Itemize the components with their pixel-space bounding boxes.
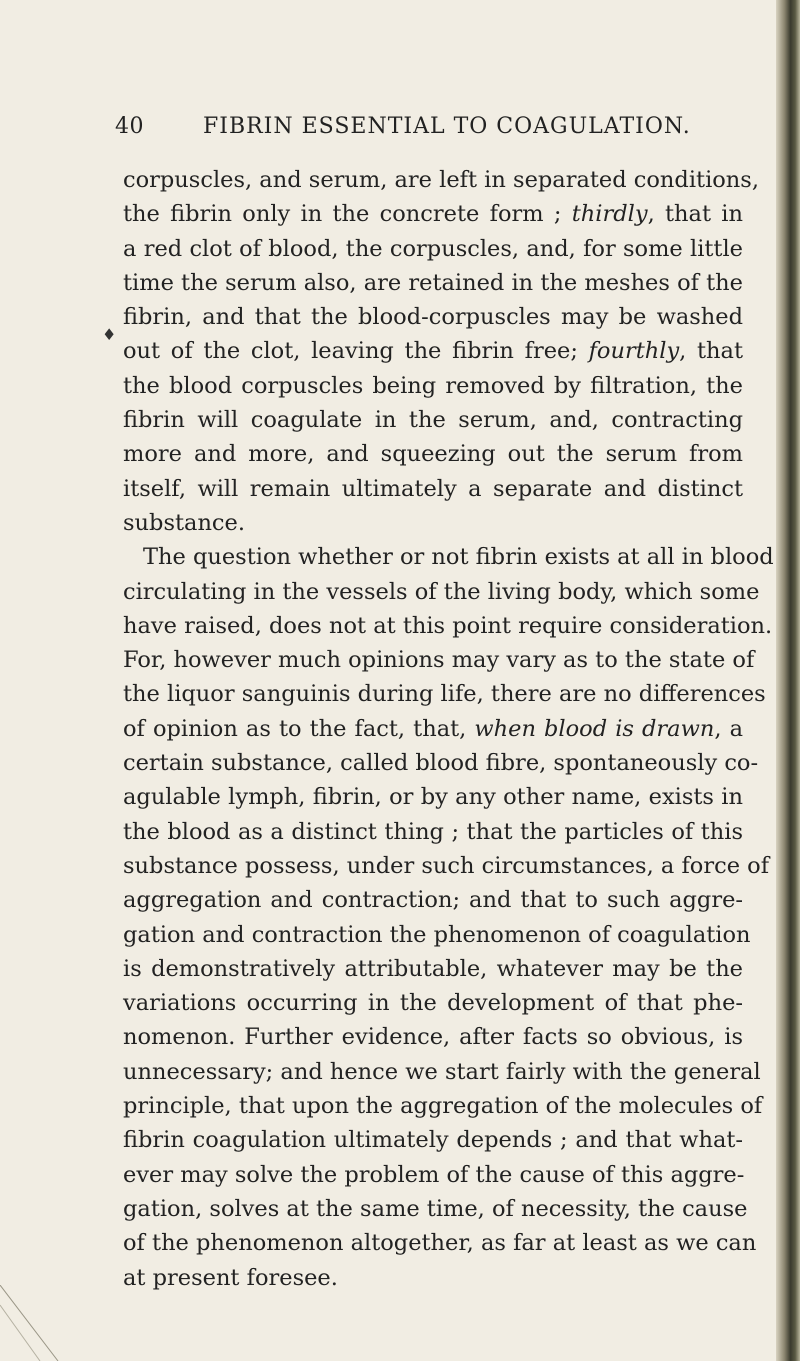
text-line: substance. [123, 509, 246, 536]
text-line: For, however much opinions may vary as to the state of [123, 647, 755, 674]
book-spine-edge [776, 0, 800, 1361]
page-header [0, 114, 780, 144]
text-line: have raised, does not at this point require consideration. [123, 612, 773, 639]
text-line: ever may solve the problem of the cause of this aggre- [123, 1161, 745, 1188]
text-line: of the phenomenon altogether, as far at least as we can [123, 1230, 757, 1257]
text-line: aggregation and contraction; and that to such aggre- [123, 887, 743, 914]
text-line: out of the clot, leaving the fibrin free; fourthly, that [123, 338, 744, 365]
text-line: of opinion as to the fact, that, when blood is drawn, a [123, 715, 744, 742]
text-line: the liquor sanguinis during life, there are no differences [123, 681, 766, 708]
running-title: FIBRIN ESSENTIAL TO COAGULATION. [203, 114, 691, 139]
text-line: fibrin will coagulate in the serum, and, contracting [123, 407, 743, 434]
text-line: the blood corpuscles being removed by filtration, the [123, 372, 743, 399]
text-line: the fibrin only in the concrete form ; thirdly, that in [123, 201, 743, 228]
text-line: circulating in the vessels of the living body, which some [123, 578, 760, 605]
text-line: itself, will remain ultimately a separate and distinct [123, 475, 743, 502]
text-line: fibrin, and that the blood-corpuscles may be washed [123, 304, 743, 331]
body-text [123, 163, 774, 1295]
text-line: is demonstratively attributable, whatever may be the [123, 955, 743, 982]
text-line: gation and contraction the phenomenon of coagulation [123, 921, 751, 948]
margin-mark: ♦ [102, 325, 117, 344]
text-line: at present foresee. [123, 1264, 338, 1291]
text-line: unnecessary; and hence we start fairly with the general [123, 1058, 761, 1085]
page-number: 40 [115, 114, 144, 139]
text-line: gation, solves at the same time, of necessity, the cause [123, 1195, 748, 1222]
text-line: nomenon. Further evidence, after facts so obvious, is [123, 1024, 743, 1051]
text-line: time the serum also, are retained in the meshes of the [123, 269, 743, 296]
text-line: fibrin coagulation ultimately depends ; and that what- [123, 1127, 743, 1154]
text-line: corpuscles, and serum, are left in separated conditions, [123, 167, 759, 193]
text-line: agulable lymph, fibrin, or by any other name, exists in [123, 784, 743, 811]
text-line: the blood as a distinct thing ; that the particles of this [123, 818, 743, 845]
text-line: variations occurring in the development of that phe- [123, 990, 743, 1017]
text-line: principle, that upon the aggregation of the molecules of [123, 1093, 763, 1120]
page-corner-crease [0, 1285, 60, 1361]
text-line: a red clot of blood, the corpuscles, and, for some little [123, 235, 743, 262]
text-line: substance possess, under such circumstances, a force of [123, 852, 770, 879]
text-line: certain substance, called blood fibre, spontaneously co- [123, 750, 759, 777]
text-line: more and more, and squeezing out the serum from [123, 441, 743, 468]
text-line: The question whether or not fibrin exists at all in blood [143, 544, 774, 571]
